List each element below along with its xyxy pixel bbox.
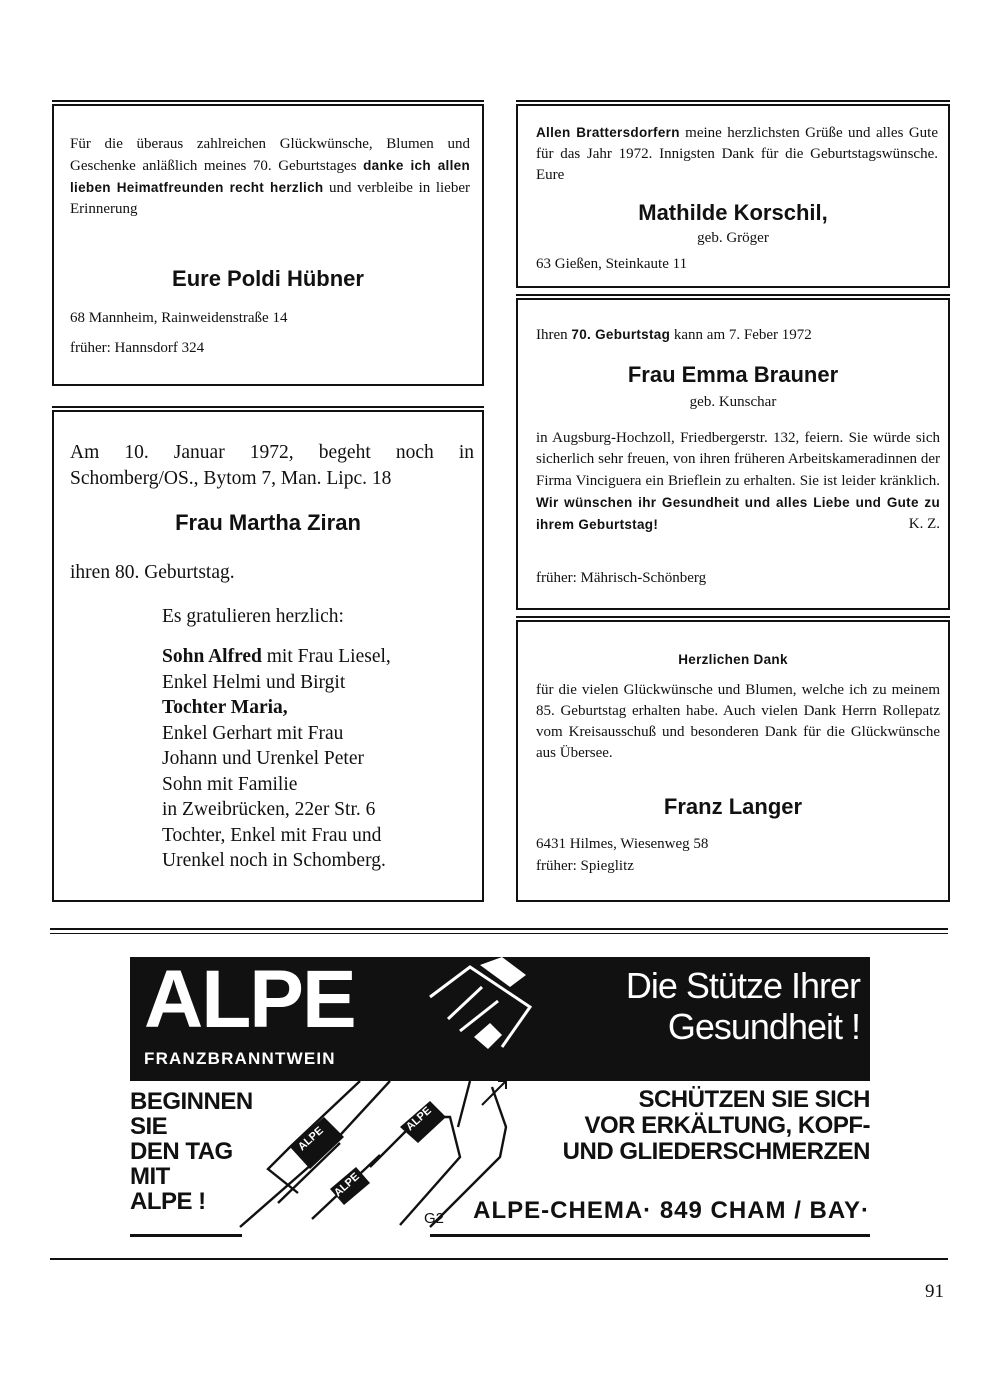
family-line-text: Urenkel noch in Schomberg.: [162, 850, 386, 871]
ad-right-line: VOR ERKÄLTUNG, KOPF-: [584, 1112, 870, 1139]
sender-name: Franz Langer: [663, 794, 803, 819]
family-line-text: in Zweibrücken, 22er Str. 6: [162, 799, 376, 820]
box-top-rule: [52, 100, 484, 102]
ad-right-slogan: [490, 1087, 870, 1165]
box-top-rule: [516, 100, 950, 102]
maiden-name: geb. Kunschar: [689, 394, 777, 410]
ad-right-underline: [430, 1234, 870, 1237]
bottle-label-3: ALPE: [403, 1104, 434, 1134]
family-line-text: Enkel Gerhart mit Frau: [162, 722, 344, 744]
greeting-text: [536, 122, 938, 186]
ad-left-line: DEN TAG: [130, 1138, 233, 1165]
sender-former-home: früher: Hannsdorf 324: [70, 340, 205, 356]
notice-box-brauner: [516, 298, 950, 610]
birthday-intro: Am 10. Januar 1972, begeht noch in Schomberg/OS., Bytom 7, Man. Lipc. 18: [70, 442, 474, 489]
thanks-text: [70, 134, 470, 220]
notice-box-ziran: [52, 410, 484, 902]
ad-right-line: SCHÜTZEN SIE SICH: [638, 1086, 870, 1113]
section-rule-top-thin: [50, 933, 948, 934]
ad-left-line: SIE: [130, 1113, 168, 1140]
family-line-text: Johann und Urenkel Peter: [162, 748, 364, 769]
family-line: [162, 695, 391, 721]
ad-right-line: UND GLIEDERSCHMERZEN: [562, 1138, 870, 1165]
alpe-logo: ALPE: [144, 954, 355, 1045]
maiden-name: geb. Gröger: [697, 230, 769, 246]
thanks-text-part-1: Für die überaus zahlreichen Glückwünsche, Blumen und Geschenke anläßlich meines 70. Geburtstages: [70, 136, 470, 174]
bottle-label-2: ALPE: [331, 1170, 362, 1200]
notice-box-langer: [516, 620, 950, 902]
box-top-rule: [516, 294, 950, 296]
family-line-text: Enkel Helmi und Birgit: [162, 671, 346, 693]
family-line-text: Sohn mit Familie: [162, 773, 298, 795]
ad-left-line: MIT: [130, 1163, 170, 1190]
ad-left-slogan: [130, 1089, 253, 1214]
page-number: 91: [925, 1281, 944, 1302]
details-plain: in Augsburg-Hochzoll, Friedbergerstr. 132, feiern. Sie würde sich sicherlich sehr freuen, von ihren früheren Arbeitskameradinnen der Firma Vinciguera ein Brieflein zu erhalten. Sie ist leider kränklich.: [536, 430, 940, 489]
section-rule-bottom: [50, 1258, 948, 1260]
celebrant-name: Frau Emma Brauner: [627, 362, 839, 387]
ad-left-line: BEGINNEN: [130, 1088, 253, 1115]
thanks-heading: Herzlichen Dank: [678, 652, 788, 667]
birthday-details: [536, 428, 940, 536]
section-rule-top: [50, 928, 948, 930]
thanks-text: für die vielen Glückwünsche und Blumen, welche ich zu meinem 85. Geburtstag erhalten habe. Auch vielen Dank Herrn Rollepatz vom Kreisausschuß und besonderen Dank für die Glückwünsche aus Übersee.: [536, 682, 940, 761]
family-list: [162, 644, 391, 874]
ad-left-underline: [130, 1234, 242, 1237]
ad-left-line: ALPE !: [130, 1188, 206, 1215]
former-home: früher: Mährisch-Schönberg: [536, 570, 707, 586]
intro-bold: 70. Geburtstag: [571, 327, 671, 342]
family-line: [162, 823, 391, 849]
family-line-bold: Sohn Alfred: [162, 646, 262, 667]
sender-former-home: früher: Spieglitz: [536, 858, 634, 874]
details-bold: Wir wünschen ihr Gesundheit und alles Liebe und Gute zu ihrem Geburtstag!: [536, 495, 940, 532]
signature: K. Z.: [908, 516, 940, 532]
box-top-rule: [516, 616, 950, 618]
family-line: [162, 772, 391, 798]
greeting-text-plain: meine herzlichsten Grüße und alles Gute für das Jahr 1972. Innigsten Dank für die Geburtstagswünsche. Eure: [536, 125, 939, 183]
bottle-label-1: ALPE: [295, 1124, 326, 1154]
family-line: [162, 644, 391, 670]
family-line: [162, 670, 391, 696]
family-line-text: Tochter, Enkel mit Frau und: [162, 824, 382, 846]
product-name: FRANZBRANNTWEIN: [144, 1049, 336, 1068]
sender-address: 68 Mannheim, Rainweidenstraße 14: [70, 310, 288, 326]
congrats-heading: Es gratulieren herzlich:: [162, 606, 344, 627]
notice-box-korschil: [516, 104, 950, 288]
alpe-advertisement: [130, 954, 870, 1237]
sender-address: 6431 Hilmes, Wiesenweg 58: [536, 836, 709, 852]
celebrant-name: Frau Martha Ziran: [175, 510, 361, 535]
family-line: [162, 746, 391, 772]
ad-company-address: ALPE-CHEMA· 849 CHAM / BAY·: [473, 1197, 870, 1224]
family-line: [162, 721, 391, 747]
family-line-bold: Tochter Maria,: [162, 697, 288, 718]
thanks-text-bold: danke ich allen lieben Heimatfreunden recht herzlich: [70, 158, 471, 195]
thanks-text-part-2: und verbleibe in lieber Erinnerung: [70, 180, 470, 217]
family-line-text: mit Frau Liesel,: [261, 646, 391, 667]
intro-part-1: Ihren: [536, 327, 572, 343]
sender-name: Eure Poldi Hübner: [172, 266, 364, 291]
sender-address: 63 Gießen, Steinkaute 11: [536, 256, 688, 272]
slogan-line-1: Die Stütze Ihrer: [625, 965, 860, 1006]
birthday-line: ihren 80. Geburtstag.: [70, 562, 235, 583]
sender-name: Mathilde Korschil,: [638, 200, 828, 225]
greeting-text-bold: Allen Brattersdorfern: [536, 125, 680, 140]
slogan-line-2: Gesundheit !: [667, 1006, 860, 1047]
family-line: [162, 848, 391, 874]
ad-code: G2: [424, 1210, 445, 1227]
birthday-intro: [536, 324, 938, 346]
intro-part-2: kann am 7. Feber 1972: [670, 327, 812, 343]
notice-box-huebner: [52, 104, 484, 386]
family-line: [162, 797, 391, 823]
box-top-rule: [52, 406, 484, 408]
